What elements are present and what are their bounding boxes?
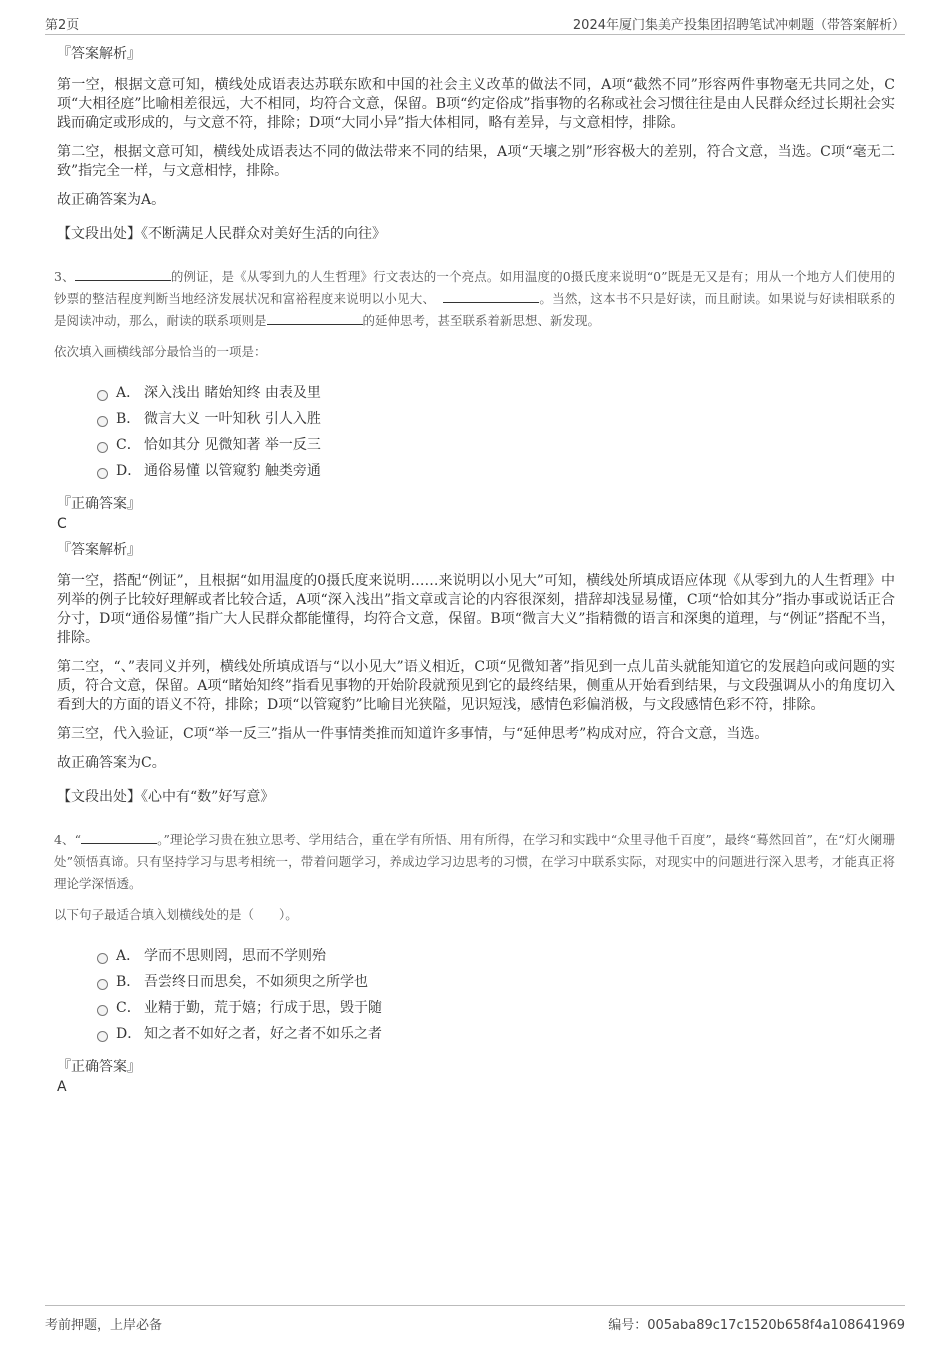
q4-correct-answer: A bbox=[57, 1079, 67, 1095]
footer-slogan: 考前押题，上岸必备 bbox=[45, 1318, 163, 1333]
radio-icon[interactable] bbox=[97, 442, 108, 453]
q3-instruction: 依次填入画横线部分最恰当的一项是： bbox=[54, 344, 267, 359]
page-footer bbox=[45, 1305, 905, 1334]
option-letter: C． bbox=[116, 437, 141, 453]
q4-option-c[interactable] bbox=[97, 995, 895, 1021]
q4-number: 4、“ bbox=[54, 832, 82, 847]
q4-instruction: 以下句子最适合填入划横线处的是（ ）。 bbox=[54, 907, 298, 922]
document-code: 编号：005aba89c17c1520b658f4a108641969 bbox=[608, 1318, 905, 1333]
q3-option-c[interactable] bbox=[97, 432, 895, 458]
q3-options bbox=[97, 380, 895, 484]
radio-icon[interactable] bbox=[97, 468, 108, 479]
q3-number: 3、 bbox=[54, 269, 75, 284]
option-letter: A． bbox=[116, 385, 141, 401]
q3-analysis-p3: 第三空，代入验证，C项“举一反三”指从一件事情类推而知道许多事情，与“延伸思考”构成对应，符合文意，当选。 bbox=[57, 726, 769, 742]
option-letter: C． bbox=[116, 1000, 141, 1016]
option-letter: D． bbox=[116, 1026, 142, 1042]
q3-blank-3 bbox=[267, 310, 363, 325]
q3-source: 【文段出处】《心中有“数”好写意》 bbox=[57, 789, 275, 805]
q3-analysis-p1: 第一空，搭配“例证”，且根据“如用温度的0摄氏度来说明……来说明以小见大”可知，横线处所填成语应体现《从零到九的人生哲理》中列举的例子比较好理解或者比较合适，A项“深入浅出”指文章或言论的内容很深刻，措辞却浅显易懂，C项“恰如其分”指办事或说话正合分寸，D项“通俗易懂”指广大人民群众都能懂得，均符合文意，保留。B项“微言大义”指精微的语言和深奥的道理，与“例证”搭配不当，排除。 bbox=[57, 573, 895, 646]
option-text: 深入浅出 睹始知终 由表及里 bbox=[144, 385, 321, 401]
q3-correct-answer: C bbox=[57, 516, 67, 532]
page-header bbox=[45, 12, 905, 35]
q2-analysis-p2: 第二空，根据文意可知，横线处成语表达不同的做法带来不同的结果，A项“天壤之别”形容极大的差别，符合文意，当选。C项“毫无二致”指完全一样，与文意相悖，排除。 bbox=[57, 144, 895, 179]
option-letter: B． bbox=[116, 974, 141, 990]
option-text: 微言大义 一叶知秋 引人入胜 bbox=[144, 411, 321, 427]
q4-option-d[interactable] bbox=[97, 1021, 895, 1047]
q3-analysis-p4: 故正确答案为C。 bbox=[57, 755, 166, 771]
q4-option-a[interactable] bbox=[97, 943, 895, 969]
q4-option-b[interactable] bbox=[97, 969, 895, 995]
q4-options bbox=[97, 943, 895, 1047]
q3-question bbox=[54, 266, 895, 332]
q3-option-d[interactable] bbox=[97, 458, 895, 484]
q3-text-2: 。当然，这本书不只是好读，而且耐读。如果说与好读相联系的是阅读冲动，那么，耐读的联系项则是 bbox=[54, 291, 895, 328]
radio-icon[interactable] bbox=[97, 1031, 108, 1042]
q2-analysis-p1: 第一空，根据文意可知，横线处成语表达苏联东欧和中国的社会主义改革的做法不同，A项“截然不同”形容两件事物毫无共同之处，C项“大相径庭”比喻相差很远，大不相同，均符合文意，保留。B项“约定俗成”指事物的名称或社会习惯往往是由人民群众经过长期社会实践而确定或形成的，与文意不符，排除；D项“大同小异”指大体相同，略有差异，与文意相悖，排除。 bbox=[57, 77, 895, 131]
q3-text-1: 的例证，是《从零到九的人生哲理》行文表达的一个亮点。如用温度的0摄氏度来说明“0”既是无又是有；用从一个地方人们使用的钞票的整洁程度判断当地经济发展状况和富裕程度来说明以小见大、 bbox=[54, 269, 895, 306]
option-text: 知之者不如好之者，好之者不如乐之者 bbox=[144, 1026, 382, 1042]
q2-analysis-p3: 故正确答案为A。 bbox=[57, 192, 166, 208]
q3-text-3: 的延伸思考，甚至联系着新思想、新发现。 bbox=[362, 313, 601, 328]
q3-correct-tag: 『正确答案』 bbox=[57, 496, 141, 512]
q2-analysis-tag: 『答案解析』 bbox=[57, 46, 141, 62]
q3-analysis-tag: 『答案解析』 bbox=[57, 542, 141, 558]
q3-blank-2 bbox=[443, 288, 539, 303]
option-text: 吾尝终日而思矣，不如须臾之所学也 bbox=[144, 974, 368, 990]
radio-icon[interactable] bbox=[97, 1005, 108, 1016]
main-content bbox=[54, 44, 895, 1103]
option-letter: A． bbox=[116, 948, 141, 964]
option-text: 恰如其分 见微知著 举一反三 bbox=[144, 437, 321, 453]
q3-option-a[interactable] bbox=[97, 380, 895, 406]
q4-blank bbox=[81, 829, 157, 844]
radio-icon[interactable] bbox=[97, 953, 108, 964]
q4-question bbox=[54, 829, 895, 895]
radio-icon[interactable] bbox=[97, 416, 108, 427]
radio-icon[interactable] bbox=[97, 979, 108, 990]
q4-correct-tag: 『正确答案』 bbox=[57, 1059, 141, 1075]
option-text: 业精于勤，荒于嬉；行成于思，毁于随 bbox=[144, 1000, 382, 1016]
option-text: 通俗易懂 以管窥豹 触类旁通 bbox=[144, 463, 321, 479]
q3-blank-1 bbox=[75, 266, 171, 281]
page-number: 第2页 bbox=[45, 18, 80, 33]
q3-option-b[interactable] bbox=[97, 406, 895, 432]
document-title: 2024年厦门集美产投集团招聘笔试冲刺题（带答案解析） bbox=[572, 18, 905, 33]
option-text: 学而不思则罔，思而不学则殆 bbox=[144, 948, 326, 964]
option-letter: B． bbox=[116, 411, 141, 427]
q2-source: 【文段出处】《不断满足人民群众对美好生活的向往》 bbox=[57, 226, 386, 242]
q3-analysis-p2: 第二空，“、”表同义并列，横线处所填成语与“以小见大”语义相近，C项“见微知著”指见到一点儿苗头就能知道它的发展趋向或问题的实质，符合文意，保留。A项“睹始知终”指看见事物的开始阶段就预见到它的最终结果，侧重从开始看到结果，与文段强调从小的角度切入看到大的方面的语义不符，排除；D项“以管窥豹”比喻目光狭隘，见识短浅，感情色彩偏消极，与文段感情色彩不符，排除。 bbox=[57, 659, 895, 713]
q4-text-1: 。”理论学习贵在独立思考、学用结合，重在学有所悟、用有所得，在学习和实践中“众里寻他千百度”，最终“蓦然回首”，在“灯火阑珊处”领悟真谛。只有坚持学习与思考相统一，带着问题学习，养成边学习边思考的习惯，在学习中联系实际，对现实中的问题进行深入思考，才能真正将理论学深悟透。 bbox=[54, 832, 895, 891]
radio-icon[interactable] bbox=[97, 390, 108, 401]
option-letter: D． bbox=[116, 463, 142, 479]
